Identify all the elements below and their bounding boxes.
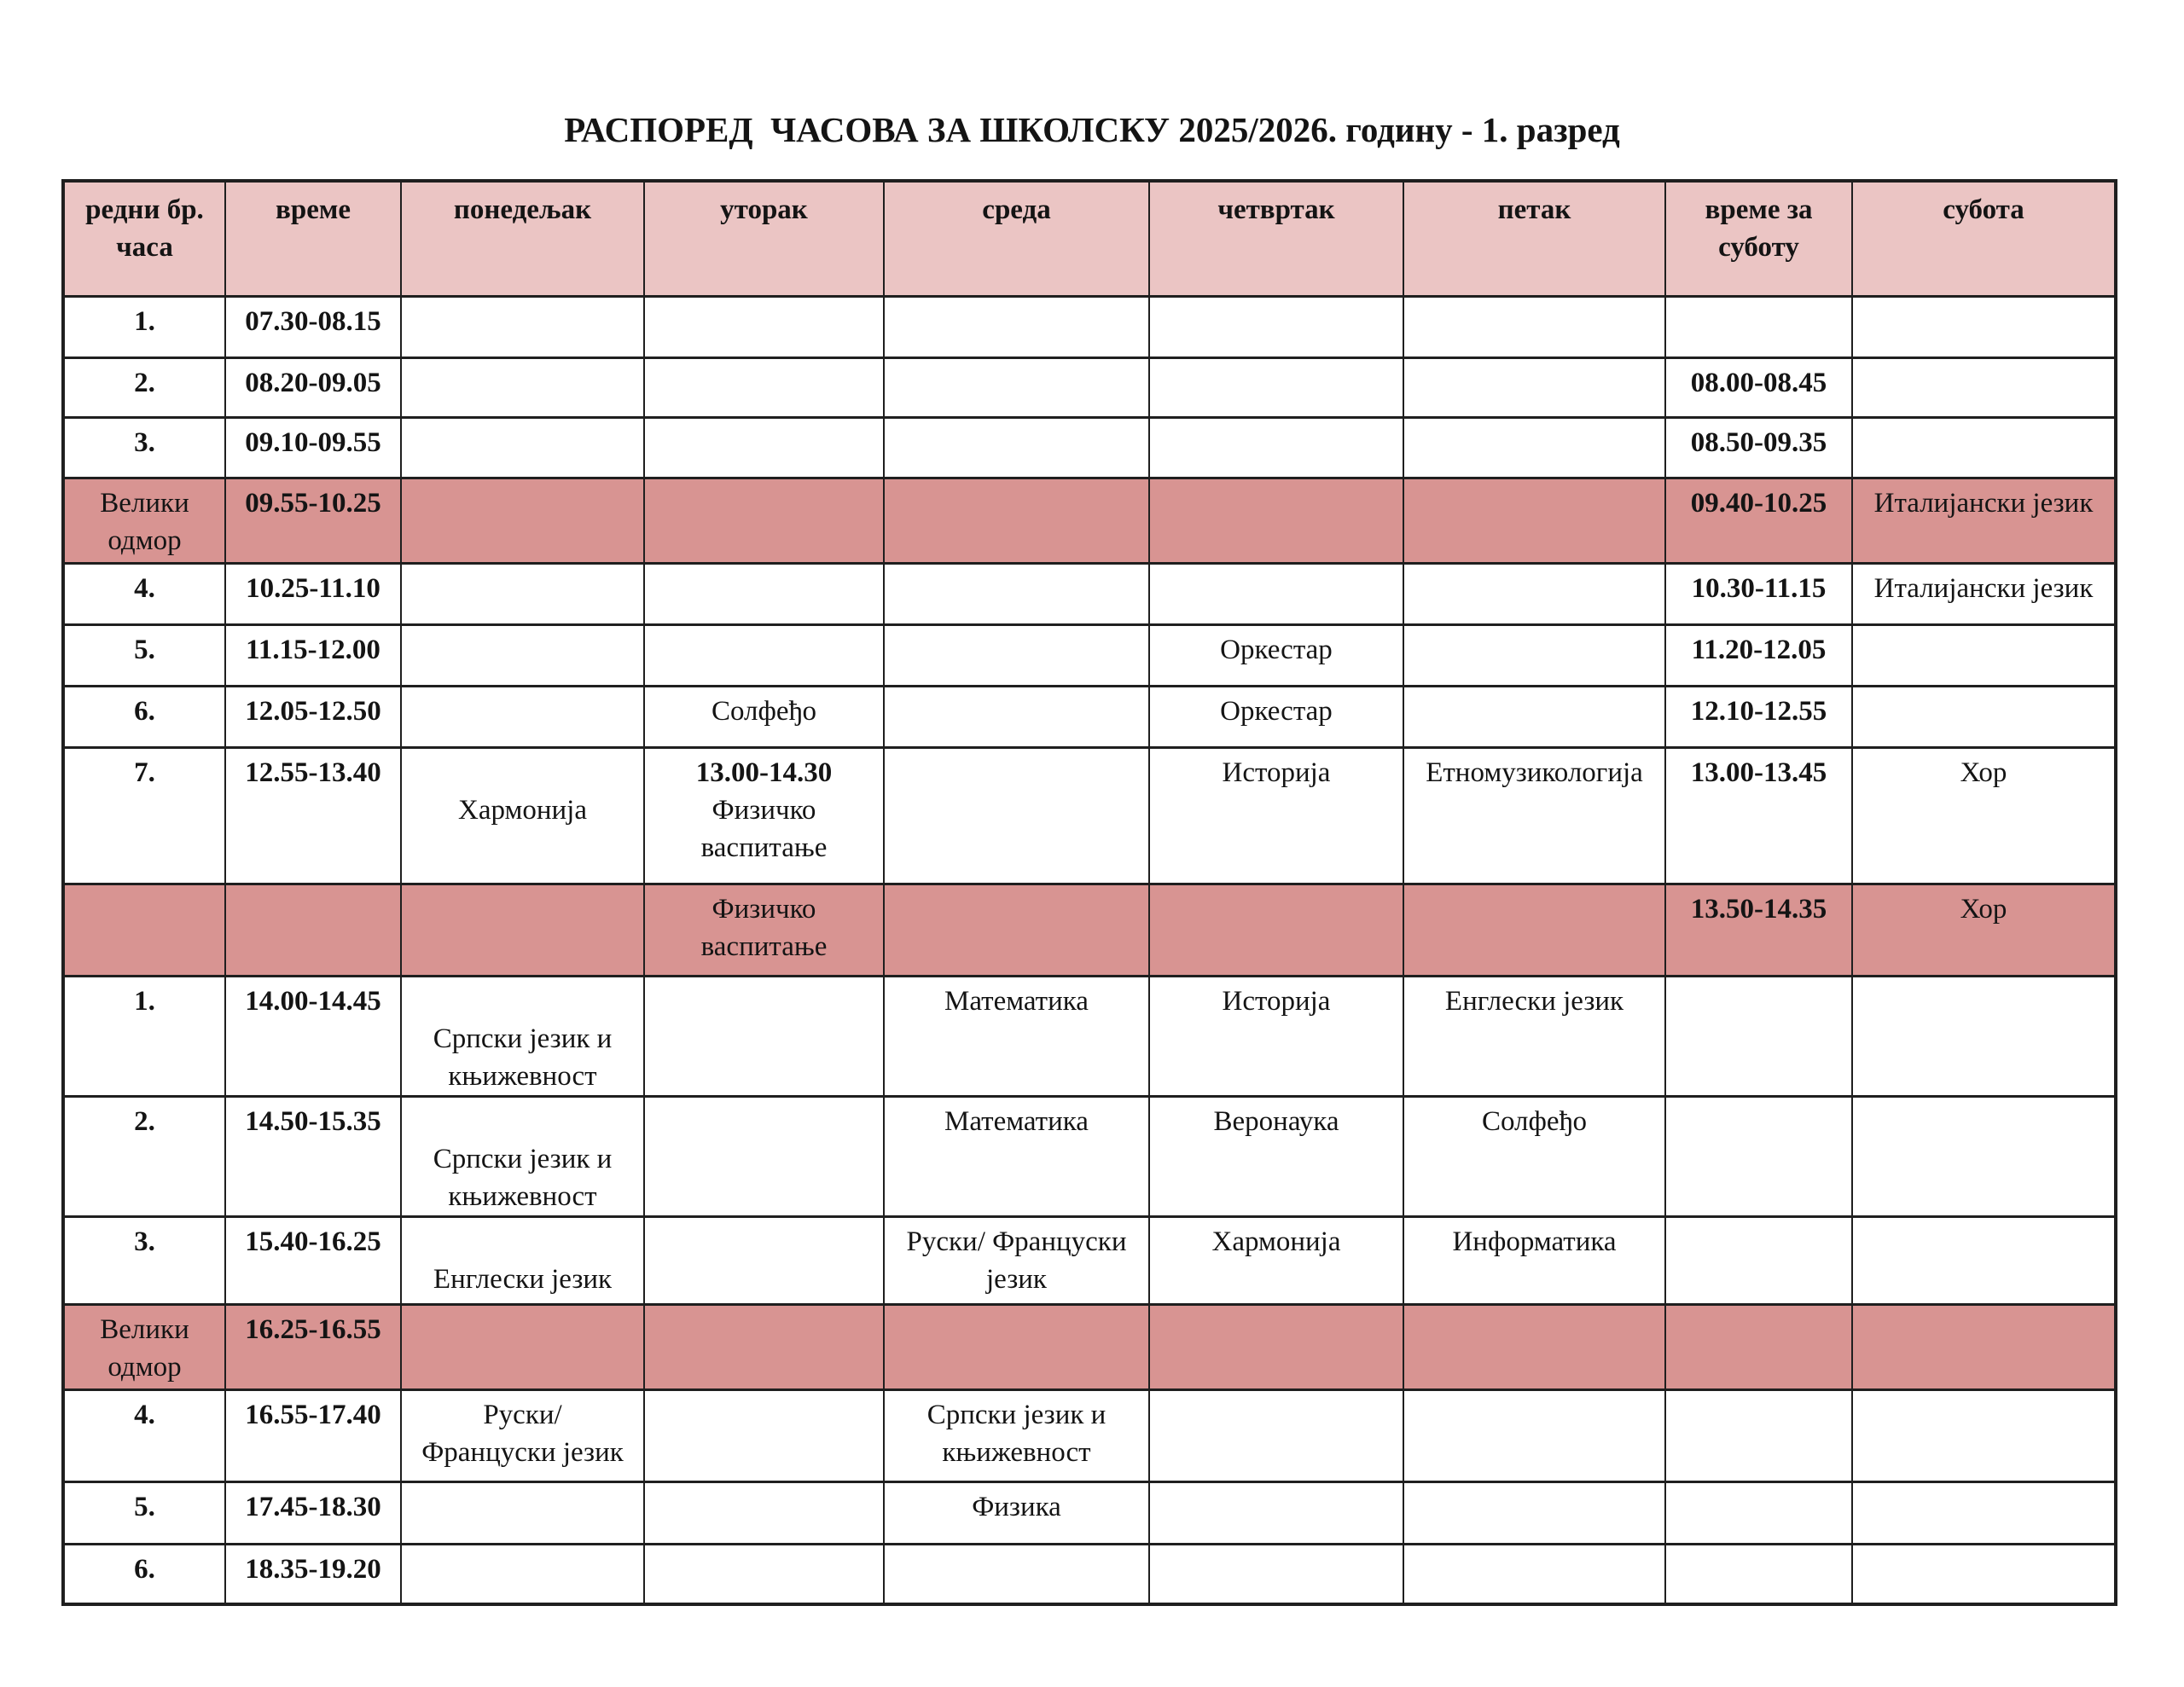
cell-13-saturday (1852, 1304, 2116, 1389)
cell-10-class_no (63, 976, 225, 1096)
header-cell-friday (1403, 181, 1665, 296)
cell-16-class_no (63, 1544, 225, 1604)
cell-15-friday (1403, 1481, 1665, 1544)
text-line: Оркестар (1220, 695, 1333, 727)
cell-3-monday (401, 417, 644, 478)
cell-15-saturday_time (1665, 1481, 1852, 1544)
header-cell-time (225, 181, 401, 296)
cell-1-class_no (63, 296, 225, 357)
cell-16-monday (401, 1544, 644, 1604)
cell-12-time (225, 1216, 401, 1304)
text-line: Математика (944, 1105, 1089, 1137)
cell-9-friday (1403, 884, 1665, 976)
text-line: 12.05-12.50 (245, 695, 381, 727)
schedule-title: РАСПОРЕД ЧАСОВА ЗА ШКОЛСКУ 2025/2026. годину - 1. разред (564, 110, 1620, 149)
text-line: Математика (944, 985, 1089, 1017)
text-line: одмор (107, 525, 182, 556)
cell-10-wednesday (884, 976, 1149, 1096)
cell-15-thursday (1149, 1481, 1403, 1544)
cell-16-friday (1403, 1544, 1665, 1604)
cell-13-thursday (1149, 1304, 1403, 1389)
cell-8-wednesday (884, 747, 1149, 884)
cell-7-class_no (63, 686, 225, 747)
cell-5-saturday (1852, 563, 2116, 624)
text-line: 08.50-09.35 (1690, 426, 1827, 458)
cell-2-saturday_time (1665, 357, 1852, 417)
cell-5-class_no (63, 563, 225, 624)
text-line: 4. (134, 572, 155, 604)
cell-11-saturday_time (1665, 1096, 1852, 1216)
cell-9-tuesday (644, 884, 884, 976)
text-line: петак (1497, 194, 1571, 225)
cell-15-saturday (1852, 1481, 2116, 1544)
cell-1-tuesday (644, 296, 884, 357)
cell-5-time (225, 563, 401, 624)
cell-14-saturday_time (1665, 1389, 1852, 1481)
text-line: 13.00-13.45 (1690, 757, 1827, 788)
text-line: Информатика (1452, 1226, 1617, 1257)
cell-13-monday (401, 1304, 644, 1389)
text-line: 1. (134, 985, 155, 1017)
cell-5-thursday (1149, 563, 1403, 624)
text-line: 09.10-09.55 (245, 426, 381, 458)
cell-4-friday (1403, 478, 1665, 563)
text-line: 16.55-17.40 (245, 1399, 381, 1430)
break-row (63, 478, 2116, 563)
cell-2-class_no (63, 357, 225, 417)
cell-13-time (225, 1304, 401, 1389)
schedule-row (63, 1096, 2116, 1216)
text-line: 11.15-12.00 (246, 634, 380, 665)
cell-4-monday (401, 478, 644, 563)
cell-6-class_no (63, 624, 225, 686)
text-line: 10.30-11.15 (1691, 572, 1827, 604)
schedule-row (63, 417, 2116, 478)
text-line: Српски језик и (433, 1143, 613, 1174)
cell-12-saturday_time (1665, 1216, 1852, 1304)
cell-2-thursday (1149, 357, 1403, 417)
cell-1-saturday (1852, 296, 2116, 357)
cell-4-saturday (1852, 478, 2116, 563)
cell-4-class_no (63, 478, 225, 563)
cell-10-thursday (1149, 976, 1403, 1096)
text-line: 1. (134, 305, 155, 337)
text-line: Српски језик и (433, 1023, 613, 1054)
cell-7-wednesday (884, 686, 1149, 747)
cell-14-saturday (1852, 1389, 2116, 1481)
cell-7-monday (401, 686, 644, 747)
text-line: 2. (134, 367, 155, 398)
cell-7-time (225, 686, 401, 747)
cell-1-friday (1403, 296, 1665, 357)
cell-8-tuesday (644, 747, 884, 884)
text-line: Велики (100, 1313, 189, 1345)
break-row (63, 1304, 2116, 1389)
text-line: 16.25-16.55 (245, 1313, 381, 1345)
cell-7-saturday_time (1665, 686, 1852, 747)
schedule-table-body (63, 181, 2116, 1604)
schedule-row (63, 1544, 2116, 1604)
text-line: 13.50-14.35 (1690, 893, 1827, 925)
cell-15-monday (401, 1481, 644, 1544)
cell-1-monday (401, 296, 644, 357)
cell-13-saturday_time (1665, 1304, 1852, 1389)
text-line: субота (1943, 194, 2024, 225)
cell-3-tuesday (644, 417, 884, 478)
cell-2-monday (401, 357, 644, 417)
cell-9-monday (401, 884, 644, 976)
text-line: 2. (134, 1105, 155, 1137)
text-line: 10.25-11.10 (246, 572, 380, 604)
cell-14-time (225, 1389, 401, 1481)
schedule-table (61, 179, 2117, 1606)
cell-3-thursday (1149, 417, 1403, 478)
cell-11-friday (1403, 1096, 1665, 1216)
text-line: време за (1705, 194, 1813, 225)
schedule-row (63, 357, 2116, 417)
cell-7-saturday (1852, 686, 2116, 747)
text-line: 11.20-12.05 (1691, 634, 1827, 665)
header-cell-class_no (63, 181, 225, 296)
cell-2-tuesday (644, 357, 884, 417)
cell-10-friday (1403, 976, 1665, 1096)
text-line: 09.55-10.25 (245, 487, 381, 519)
text-line: 14.00-14.45 (245, 985, 381, 1017)
blank-line (405, 1223, 640, 1261)
text-line: 3. (134, 426, 155, 458)
schedule-row (63, 296, 2116, 357)
cell-3-class_no (63, 417, 225, 478)
text-line: Енглески језик (433, 1263, 613, 1295)
cell-4-time (225, 478, 401, 563)
cell-11-tuesday (644, 1096, 884, 1216)
text-line: Хор (1960, 757, 2007, 788)
cell-11-class_no (63, 1096, 225, 1216)
cell-9-saturday (1852, 884, 2116, 976)
text-line: 3. (134, 1226, 155, 1257)
text-line: 13.00-14.30 (695, 757, 833, 788)
text-line: Велики (100, 487, 189, 519)
cell-10-tuesday (644, 976, 884, 1096)
text-line: 15.40-16.25 (245, 1226, 381, 1257)
text-line: одмор (107, 1351, 182, 1383)
cell-13-wednesday (884, 1304, 1149, 1389)
cell-15-wednesday (884, 1481, 1149, 1544)
cell-14-friday (1403, 1389, 1665, 1481)
cell-5-tuesday (644, 563, 884, 624)
text-line: васпитање (700, 832, 828, 863)
text-line: Италијански језик (1873, 572, 2094, 604)
cell-1-time (225, 296, 401, 357)
cell-11-wednesday (884, 1096, 1149, 1216)
text-line: 09.40-10.25 (1690, 487, 1827, 519)
text-line: 08.20-09.05 (245, 367, 381, 398)
text-line: 4. (134, 1399, 155, 1430)
text-line: 18.35-19.20 (245, 1553, 381, 1585)
header-cell-wednesday (884, 181, 1149, 296)
cell-2-time (225, 357, 401, 417)
cell-8-friday (1403, 747, 1665, 884)
cell-6-saturday (1852, 624, 2116, 686)
cell-3-saturday_time (1665, 417, 1852, 478)
text-line: среда (982, 194, 1051, 225)
text-line: 5. (134, 634, 155, 665)
cell-12-saturday (1852, 1216, 2116, 1304)
cell-9-saturday_time (1665, 884, 1852, 976)
text-line: уторак (720, 194, 808, 225)
cell-4-wednesday (884, 478, 1149, 563)
cell-5-wednesday (884, 563, 1149, 624)
text-line: језик (986, 1263, 1047, 1295)
cell-7-tuesday (644, 686, 884, 747)
cell-4-thursday (1149, 478, 1403, 563)
cell-12-tuesday (644, 1216, 884, 1304)
cell-16-time (225, 1544, 401, 1604)
cell-14-class_no (63, 1389, 225, 1481)
cell-5-saturday_time (1665, 563, 1852, 624)
cell-4-tuesday (644, 478, 884, 563)
cell-1-saturday_time (1665, 296, 1852, 357)
header-cell-saturday_time (1665, 181, 1852, 296)
cell-1-thursday (1149, 296, 1403, 357)
cell-8-saturday (1852, 747, 2116, 884)
cell-16-tuesday (644, 1544, 884, 1604)
text-line: понедељак (453, 194, 592, 225)
text-line: четвртак (1217, 194, 1335, 225)
text-line: Хармонија (1211, 1226, 1341, 1257)
cell-13-class_no (63, 1304, 225, 1389)
header-row (63, 181, 2116, 296)
text-line: 08.00-08.45 (1690, 367, 1827, 398)
text-line: 6. (134, 695, 155, 727)
cell-11-thursday (1149, 1096, 1403, 1216)
cell-10-monday (401, 976, 644, 1096)
text-line: 14.50-15.35 (245, 1105, 381, 1137)
schedule-row (63, 624, 2116, 686)
cell-7-thursday (1149, 686, 1403, 747)
text-line: Италијански језик (1873, 487, 2094, 519)
cell-12-wednesday (884, 1216, 1149, 1304)
cell-2-friday (1403, 357, 1665, 417)
cell-8-thursday (1149, 747, 1403, 884)
cell-3-saturday (1852, 417, 2116, 478)
cell-3-time (225, 417, 401, 478)
cell-14-tuesday (644, 1389, 884, 1481)
text-line: Солфеђо (1481, 1105, 1587, 1137)
cell-6-friday (1403, 624, 1665, 686)
cell-10-saturday (1852, 976, 2116, 1096)
text-line: редни бр. (85, 194, 204, 225)
text-line: васпитање (700, 930, 828, 962)
cell-16-wednesday (884, 1544, 1149, 1604)
text-line: књижевност (448, 1060, 597, 1092)
cell-15-time (225, 1481, 401, 1544)
cell-12-monday (401, 1216, 644, 1304)
cell-6-wednesday (884, 624, 1149, 686)
cell-12-class_no (63, 1216, 225, 1304)
cell-6-tuesday (644, 624, 884, 686)
cell-13-friday (1403, 1304, 1665, 1389)
text-line: Историја (1222, 757, 1331, 788)
cell-16-thursday (1149, 1544, 1403, 1604)
text-line: 5. (134, 1491, 155, 1522)
cell-10-saturday_time (1665, 976, 1852, 1096)
cell-6-time (225, 624, 401, 686)
cell-10-time (225, 976, 401, 1096)
cell-8-monday (401, 747, 644, 884)
text-line: књижевност (942, 1436, 1091, 1468)
cell-9-class_no (63, 884, 225, 976)
schedule-row (63, 1216, 2116, 1304)
cell-5-monday (401, 563, 644, 624)
text-line: Историја (1222, 985, 1331, 1017)
text-line: Оркестар (1220, 634, 1333, 665)
cell-9-thursday (1149, 884, 1403, 976)
cell-9-time (225, 884, 401, 976)
text-line: Веронаука (1213, 1105, 1339, 1137)
text-line: Француски језик (421, 1436, 624, 1468)
cell-6-monday (401, 624, 644, 686)
cell-3-friday (1403, 417, 1665, 478)
schedule-row (63, 976, 2116, 1096)
text-line: 12.55-13.40 (245, 757, 381, 788)
cell-13-tuesday (644, 1304, 884, 1389)
text-line: Српски језик и (926, 1399, 1107, 1430)
text-line: време (276, 194, 351, 225)
cell-5-friday (1403, 563, 1665, 624)
cell-8-class_no (63, 747, 225, 884)
cell-6-thursday (1149, 624, 1403, 686)
cell-11-saturday (1852, 1096, 2116, 1216)
text-line: Руски/ (483, 1399, 562, 1430)
text-line: Енглески језик (1444, 985, 1624, 1017)
cell-12-friday (1403, 1216, 1665, 1304)
cell-1-wednesday (884, 296, 1149, 357)
header-cell-saturday (1852, 181, 2116, 296)
cell-11-time (225, 1096, 401, 1216)
text-line: 12.10-12.55 (1690, 695, 1827, 727)
text-line: Физичко (712, 893, 816, 925)
cell-11-monday (401, 1096, 644, 1216)
text-line: Хармонија (458, 794, 587, 826)
text-line: суботу (1718, 232, 1799, 263)
header-cell-tuesday (644, 181, 884, 296)
blank-line (405, 983, 640, 1020)
text-line: Физичко (712, 794, 816, 826)
text-line: 6. (134, 1553, 155, 1585)
cell-16-saturday (1852, 1544, 2116, 1604)
cell-2-wednesday (884, 357, 1149, 417)
cell-16-saturday_time (1665, 1544, 1852, 1604)
text-line: 07.30-08.15 (245, 305, 381, 337)
text-line: 17.45-18.30 (245, 1491, 381, 1522)
cell-9-wednesday (884, 884, 1149, 976)
break-row (63, 884, 2116, 976)
text-line: Етномузикологија (1426, 757, 1643, 788)
schedule-row (63, 747, 2116, 884)
text-line: Руски/ Француски (906, 1226, 1127, 1257)
text-line: часа (116, 232, 173, 263)
cell-15-class_no (63, 1481, 225, 1544)
cell-7-friday (1403, 686, 1665, 747)
text-line: Хор (1960, 893, 2007, 925)
cell-8-time (225, 747, 401, 884)
text-line: Физика (972, 1491, 1061, 1522)
cell-14-thursday (1149, 1389, 1403, 1481)
text-line: 7. (134, 757, 155, 788)
cell-12-thursday (1149, 1216, 1403, 1304)
cell-2-saturday (1852, 357, 2116, 417)
cell-15-tuesday (644, 1481, 884, 1544)
header-cell-thursday (1149, 181, 1403, 296)
schedule-row (63, 686, 2116, 747)
schedule-row (63, 1389, 2116, 1481)
text-line: Солфеђо (711, 695, 816, 727)
header-cell-monday (401, 181, 644, 296)
cell-8-saturday_time (1665, 747, 1852, 884)
schedule-row (63, 563, 2116, 624)
cell-14-wednesday (884, 1389, 1149, 1481)
cell-14-monday (401, 1389, 644, 1481)
blank-line (405, 754, 640, 791)
cell-6-saturday_time (1665, 624, 1852, 686)
cell-4-saturday_time (1665, 478, 1852, 563)
schedule-row (63, 1481, 2116, 1544)
cell-3-wednesday (884, 417, 1149, 478)
text-line: књижевност (448, 1180, 597, 1212)
blank-line (405, 1103, 640, 1140)
